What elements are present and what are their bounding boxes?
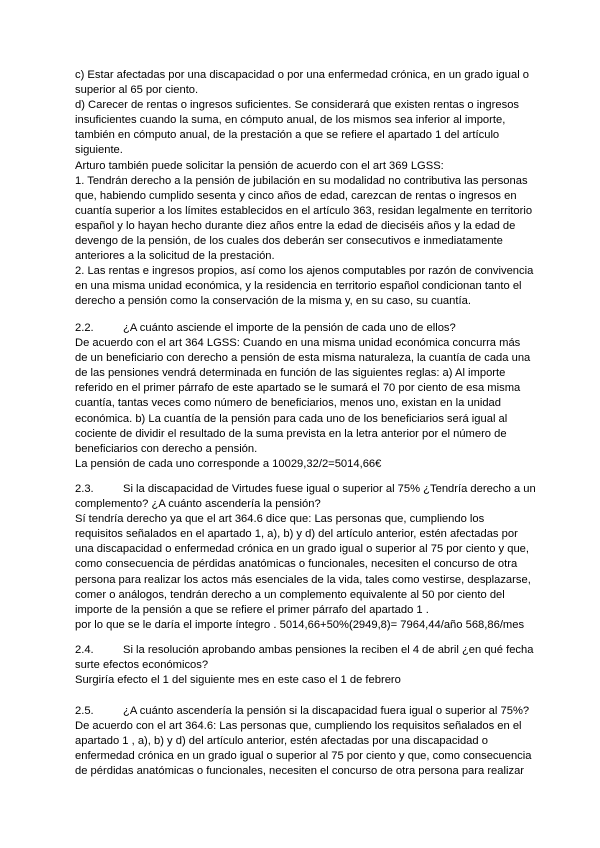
text-line: anteriores a la solicitud de la prestación. [75, 250, 275, 263]
text-line: 1. Tendrán derecho a la pensión de jubilación en su modalidad no contributiva las personas [75, 174, 528, 187]
text-line: Sí tendría derecho ya que el art 364.6 dice que: Las personas que, cumpliendo los [75, 513, 485, 526]
text-line: cuantía, tantas veces como número de beneficiarios, menos uno, existan en la unidad [75, 397, 502, 410]
text-line: Arturo también puede solicitar la pensión de acuerdo con el art 369 LGSS: [75, 159, 444, 172]
text-line: que, habiendo cumplido sesenta y cinco años de edad, carezcan de rentas o ingresos en [75, 189, 517, 202]
text-line: De acuerdo con el art 364 LGSS: Cuando en una misma unidad económica concurra más [75, 337, 521, 350]
text-line: económica. b) La cuantía de la pensión para cada uno de los beneficiarios será igual al [75, 412, 508, 425]
text-line: de pérdidas anatómicas o funcionales, necesiten el concurso de otra persona para realizar [75, 765, 525, 778]
question-number: 2.4. [75, 644, 94, 656]
question-heading [75, 643, 534, 658]
question-text: Si la discapacidad de Virtudes fuese igual o superior al 75% ¿Tendría derecho a un [123, 483, 536, 495]
text-line: superior al 65 por ciento. [75, 84, 199, 97]
question-2-2 [75, 321, 531, 472]
question-heading [75, 482, 536, 497]
question-heading [75, 321, 525, 336]
text-line: devengo de la pensión, de los cuales dos deberán ser consecutivos e inmediatamente [75, 235, 503, 248]
question-2-5 [75, 704, 532, 779]
question-heading [75, 704, 530, 719]
text-line: cuantía superior a los límites establecidos en el artículo 363, residan legalmente en territorio [75, 204, 533, 217]
question-text: ¿A cuánto ascendería la pensión si la discapacidad fuera igual o superior al 75%? [123, 705, 530, 717]
text-line: De acuerdo con el art 364.6: Las personas que, cumpliendo los requisitos señalados en el [75, 720, 522, 733]
legal-text-block [75, 68, 534, 310]
question-number: 2.2. [75, 322, 94, 334]
question-text: Si la resolución aprobando ambas pensiones la reciben el 4 de abril ¿en qué fecha [123, 644, 534, 656]
question-2-3 [75, 482, 536, 633]
text-line: también en cómputo anual, de la prestación a que se refiere el apartado 1 del artículo [75, 129, 500, 142]
question-number: 2.3. [75, 483, 94, 495]
text-line: apartado 1 , a), b) y d) del artículo anterior, estén afectadas por una discapacidad o [75, 735, 488, 748]
text-line: de las pensiones vendrá determinada en función de las siguientes reglas: a) Al importe [75, 367, 506, 380]
question-text-cont: surte efectos económicos? [75, 659, 209, 672]
text-line: 2. Las rentas e ingresos propios, así como los ajenos computables por razón de convivencia [75, 265, 534, 278]
text-line: siguiente. [75, 144, 123, 157]
question-number: 2.5. [75, 705, 94, 717]
text-line: c) Estar afectadas por una discapacidad o por una enfermedad crónica, en un grado igual o [75, 69, 530, 81]
text-line: una discapacidad o enfermedad crónica en un grado igual o superior al 75 por ciento y que, [75, 543, 530, 556]
text-line: comer o análogos, tendrán derecho a un complemento equivalente al 50 por ciento del [75, 588, 505, 601]
text-line: derecho a pensión como la conservación de la misma y, en su caso, su cuantía. [75, 295, 471, 308]
text-line: español y lo hayan hecho durante diez años entre la edad de dieciséis años y la edad de [75, 219, 516, 232]
text-line: Surgiría efecto el 1 del siguiente mes en este caso el 1 de febrero [75, 674, 401, 687]
question-text: ¿A cuánto asciende el importe de la pensión de cada uno de ellos? [123, 322, 456, 334]
text-line: requisitos señalados en el apartado 1, a), b) y d) del artículo anterior, estén afectadas por [75, 528, 518, 541]
text-line: importe de la pensión a que se refiere el primer párrafo del apartado 1 . [75, 603, 429, 616]
text-line: insuficientes cuando la suma, en cómputo anual, de los mismos sea inferior al importe, [75, 114, 506, 127]
text-line: como consecuencia de pérdidas anatómicas o funcionales, necesiten el concurso de otra [75, 558, 518, 571]
text-line: referido en el primer párrafo de este apartado se le sumará el 70 por ciento de esa misma [75, 382, 521, 395]
question-2-4 [75, 643, 534, 688]
text-line: persona para realizar los actos más esenciales de la vida, tales como vestirse, desplazarse, [75, 573, 531, 586]
text-line: d) Carecer de rentas o ingresos suficientes. Se considerará que existen rentas o ingresos [75, 99, 520, 112]
text-line: cociente de dividir el resultado de la suma prevista en la letra anterior por el número de [75, 427, 507, 440]
text-line: en una misma unidad económica, y la residencia en territorio español condicionan tanto el [75, 280, 522, 293]
text-line: enfermedad crónica en un grado igual o superior al 75 por ciento y que, como consecuencia [75, 750, 532, 763]
text-line: de un beneficiario con derecho a pensión de esta misma naturaleza, la cuantía de cada una [75, 352, 531, 365]
text-line: La pensión de cada uno corresponde a 10029,32/2=5014,66€ [75, 457, 382, 470]
question-text-cont: complemento? ¿A cuánto ascendería la pensión? [75, 498, 321, 511]
text-line: por lo que se le daría el importe íntegro . 5014,66+50%(2949,8)= 7964,44/año 568,86/mes [75, 618, 525, 631]
text-line: beneficiarios con derecho a pensión. [75, 442, 258, 455]
